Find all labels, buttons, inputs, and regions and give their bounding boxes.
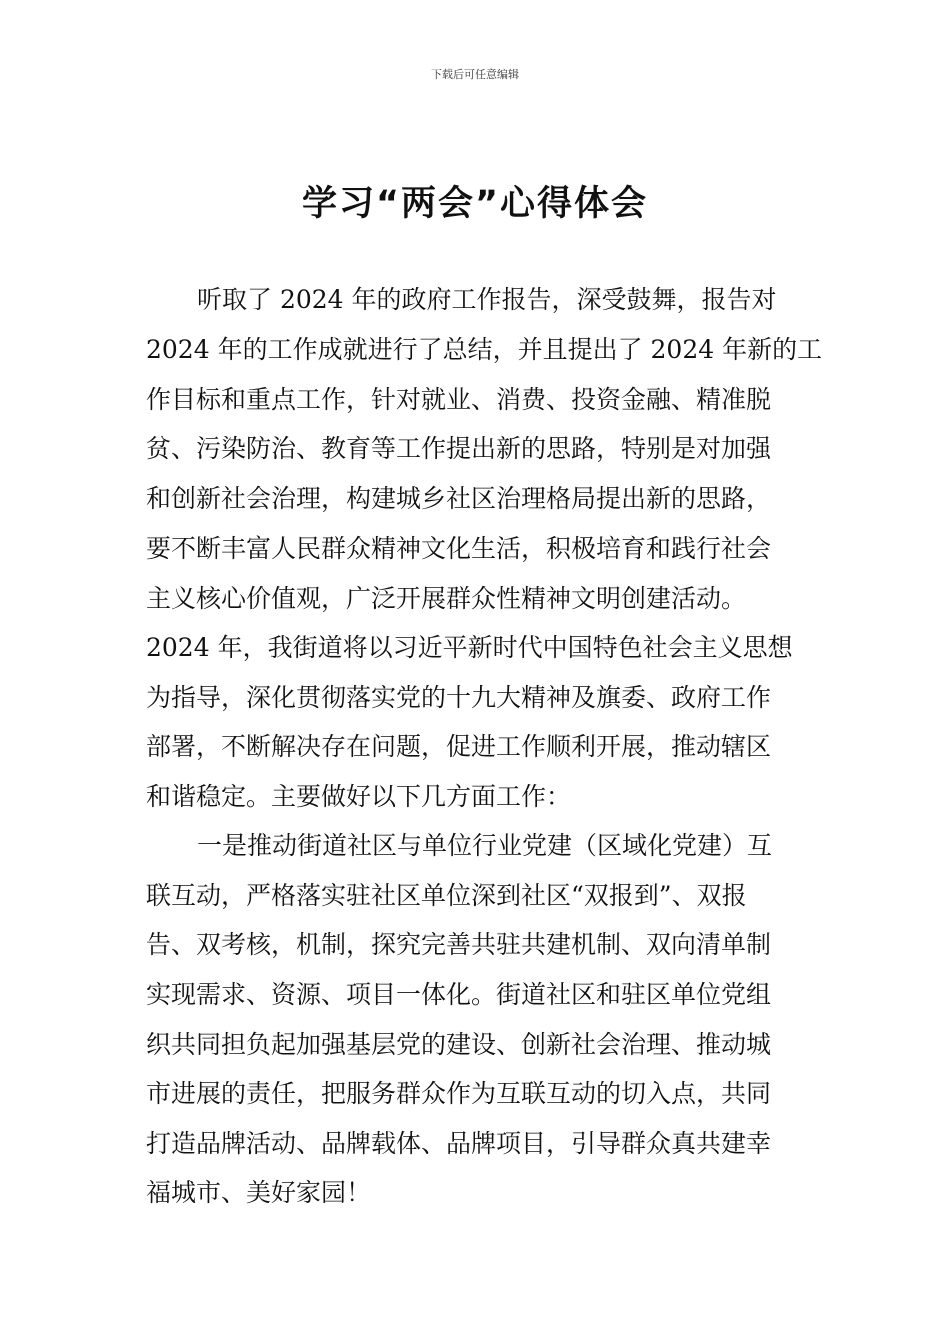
paragraph-1-line-5: 和创新社会治理，构建城乡社区治理格局提出新的思路，: [146, 484, 772, 513]
paragraph-1-line-10: 部署，不断解决存在问题，促进工作顺利开展，推动辖区: [146, 732, 772, 761]
paragraph-2-line-1: 一是推动街道社区与单位行业党建（区域化党建）互: [197, 831, 773, 860]
paragraph-1-line-9: 为指导，深化贯彻落实党的十九大精神及旗委、政府工作: [146, 683, 772, 712]
paragraph-2-line-6: 市进展的责任，把服务群众作为互联互动的切入点，共同: [146, 1079, 772, 1108]
paragraph-2-line-2: 联互动，严格落实驻社区单位深到社区“双报到”、双报: [146, 881, 747, 910]
header-note: 下载后可任意编辑: [431, 68, 519, 81]
document-title: 学习“两会”心得体会: [301, 184, 648, 224]
paragraph-1-line-6: 要不断丰富人民群众精神文化生活，积极培育和践行社会: [146, 534, 772, 563]
paragraph-1-line-4: 贫、污染防治、教育等工作提出新的思路，特别是对加强: [146, 434, 772, 463]
paragraph-2-line-7: 打造品牌活动、品牌载体、品牌项目，引导群众真共建幸: [146, 1129, 772, 1158]
paragraph-2-line-5: 织共同担负起加强基层党的建设、创新社会治理、推动城: [146, 1030, 772, 1059]
paragraph-2-line-4: 实现需求、资源、项目一体化。街道社区和驻区单位党组: [146, 980, 772, 1009]
paragraph-2-line-3: 告、双考核，机制，探究完善共驻共建机制、双向清单制: [146, 930, 772, 959]
paragraph-1-line-8: 2024 年，我街道将以习近平新时代中国特色社会主义思想: [146, 633, 793, 662]
paragraph-1-line-2: 2024 年的工作成就进行了总结，并且提出了 2024 年新的工: [146, 335, 823, 364]
paragraph-2-line-8: 福城市、美好家园！: [146, 1178, 372, 1207]
paragraph-1-line-7: 主义核心价值观，广泛开展群众性精神文明创建活动。: [146, 584, 747, 613]
paragraph-1-line-11: 和谐稳定。主要做好以下几方面工作：: [146, 782, 572, 811]
paragraph-1-line-1: 听取了 2024 年的政府工作报告，深受鼓舞，报告对: [197, 285, 777, 314]
paragraph-1-line-3: 作目标和重点工作，针对就业、消费、投资金融、精准脱: [146, 385, 772, 414]
